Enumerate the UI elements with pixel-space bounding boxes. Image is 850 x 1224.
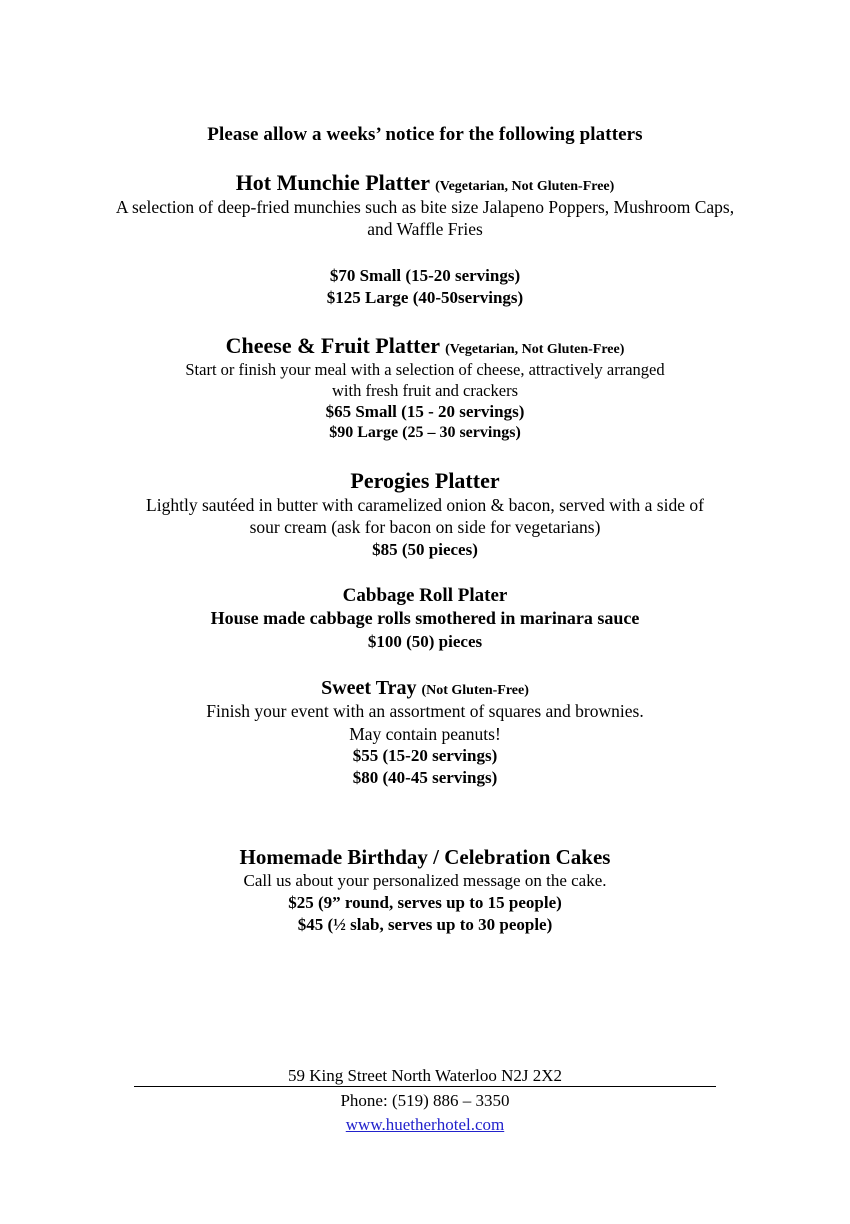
page-title: Please allow a weeks’ notice for the following platters [207,124,643,145]
section-title: Cheese & Fruit Platter [225,332,440,358]
spacer [64,789,786,829]
section-heading [64,333,786,359]
section-perogies-platter [64,468,786,561]
cakes-description: Call us about your personalized message on the cake. [243,871,607,891]
section-cabbage-roll-plater [64,585,786,653]
footer-website-link[interactable]: www.huetherhotel.com [345,1115,505,1135]
section-price-2: $125 Large (40-50servings) [326,287,524,307]
section-description-line-2: and Waffle Fries [367,219,483,240]
section-description-line-1: House made cabbage rolls smothered in marinara sauce [210,608,640,629]
section-description-line-1: A selection of deep-fried munchies such as bite size Jalapeno Poppers, Mushroom Caps, [115,196,735,217]
document-page [0,124,850,1224]
section-price-1: $85 (50 pieces) [372,539,478,559]
page-footer [0,1064,850,1138]
section-celebration-cakes [64,845,786,936]
section-heading [64,468,786,494]
section-heading [64,170,786,196]
spacer [64,241,786,265]
spacer [64,444,786,468]
spacer [64,829,786,845]
section-title: Perogies Platter [350,467,500,493]
cakes-price-1: $25 (9” round, serves up to 15 people) [288,893,562,913]
section-description-line-2: sour cream (ask for bacon on side for vegetarians) [249,517,601,538]
spacer [64,309,786,333]
footer-divider [134,1086,716,1087]
section-price-1: $55 (15-20 servings) [352,746,498,766]
section-description-line-1: Start or finish your meal with a selection of cheese, attractively arranged [185,359,665,379]
section-sweet-tray [64,677,786,790]
section-price-1: $100 (50) pieces [367,631,483,651]
spacer [64,653,786,677]
section-title: Hot Munchie Platter [235,170,430,195]
section-price-1: $70 Small (15-20 servings) [329,265,521,285]
spacer [64,146,786,170]
section-description-line-1: Lightly sautéed in butter with caramelized onion & bacon, served with a side of [146,494,704,515]
section-price-2: $90 Large (25 – 30 servings) [329,424,521,442]
section-note: (Vegetarian, Not Gluten-Free) [435,179,615,194]
footer-address: 59 King Street North Waterloo N2J 2X2 [287,1066,563,1086]
footer-phone: Phone: (519) 886 – 3350 [340,1090,510,1110]
section-cheese-fruit-platter [64,333,786,444]
section-title: Cabbage Roll Plater [342,584,508,606]
section-description-line-2: May contain peanuts! [349,723,501,744]
section-price-1: $65 Small (15 - 20 servings) [325,402,525,422]
cakes-price-2: $45 (½ slab, serves up to 30 people) [297,915,553,935]
section-description-line-2: with fresh fruit and crackers [331,380,518,400]
spacer [64,561,786,585]
cakes-heading: Homemade Birthday / Celebration Cakes [239,845,611,870]
section-heading [64,585,786,607]
section-price-2: $80 (40-45 servings) [352,768,498,788]
section-note: (Vegetarian, Not Gluten-Free) [445,341,625,357]
section-note: (Not Gluten-Free) [421,682,529,698]
section-hot-munchie-platter [64,170,786,309]
section-description-line-1: Finish your event with an assortment of squares and brownies. [206,701,644,722]
section-title: Sweet Tray [321,676,417,699]
section-heading [64,677,786,701]
